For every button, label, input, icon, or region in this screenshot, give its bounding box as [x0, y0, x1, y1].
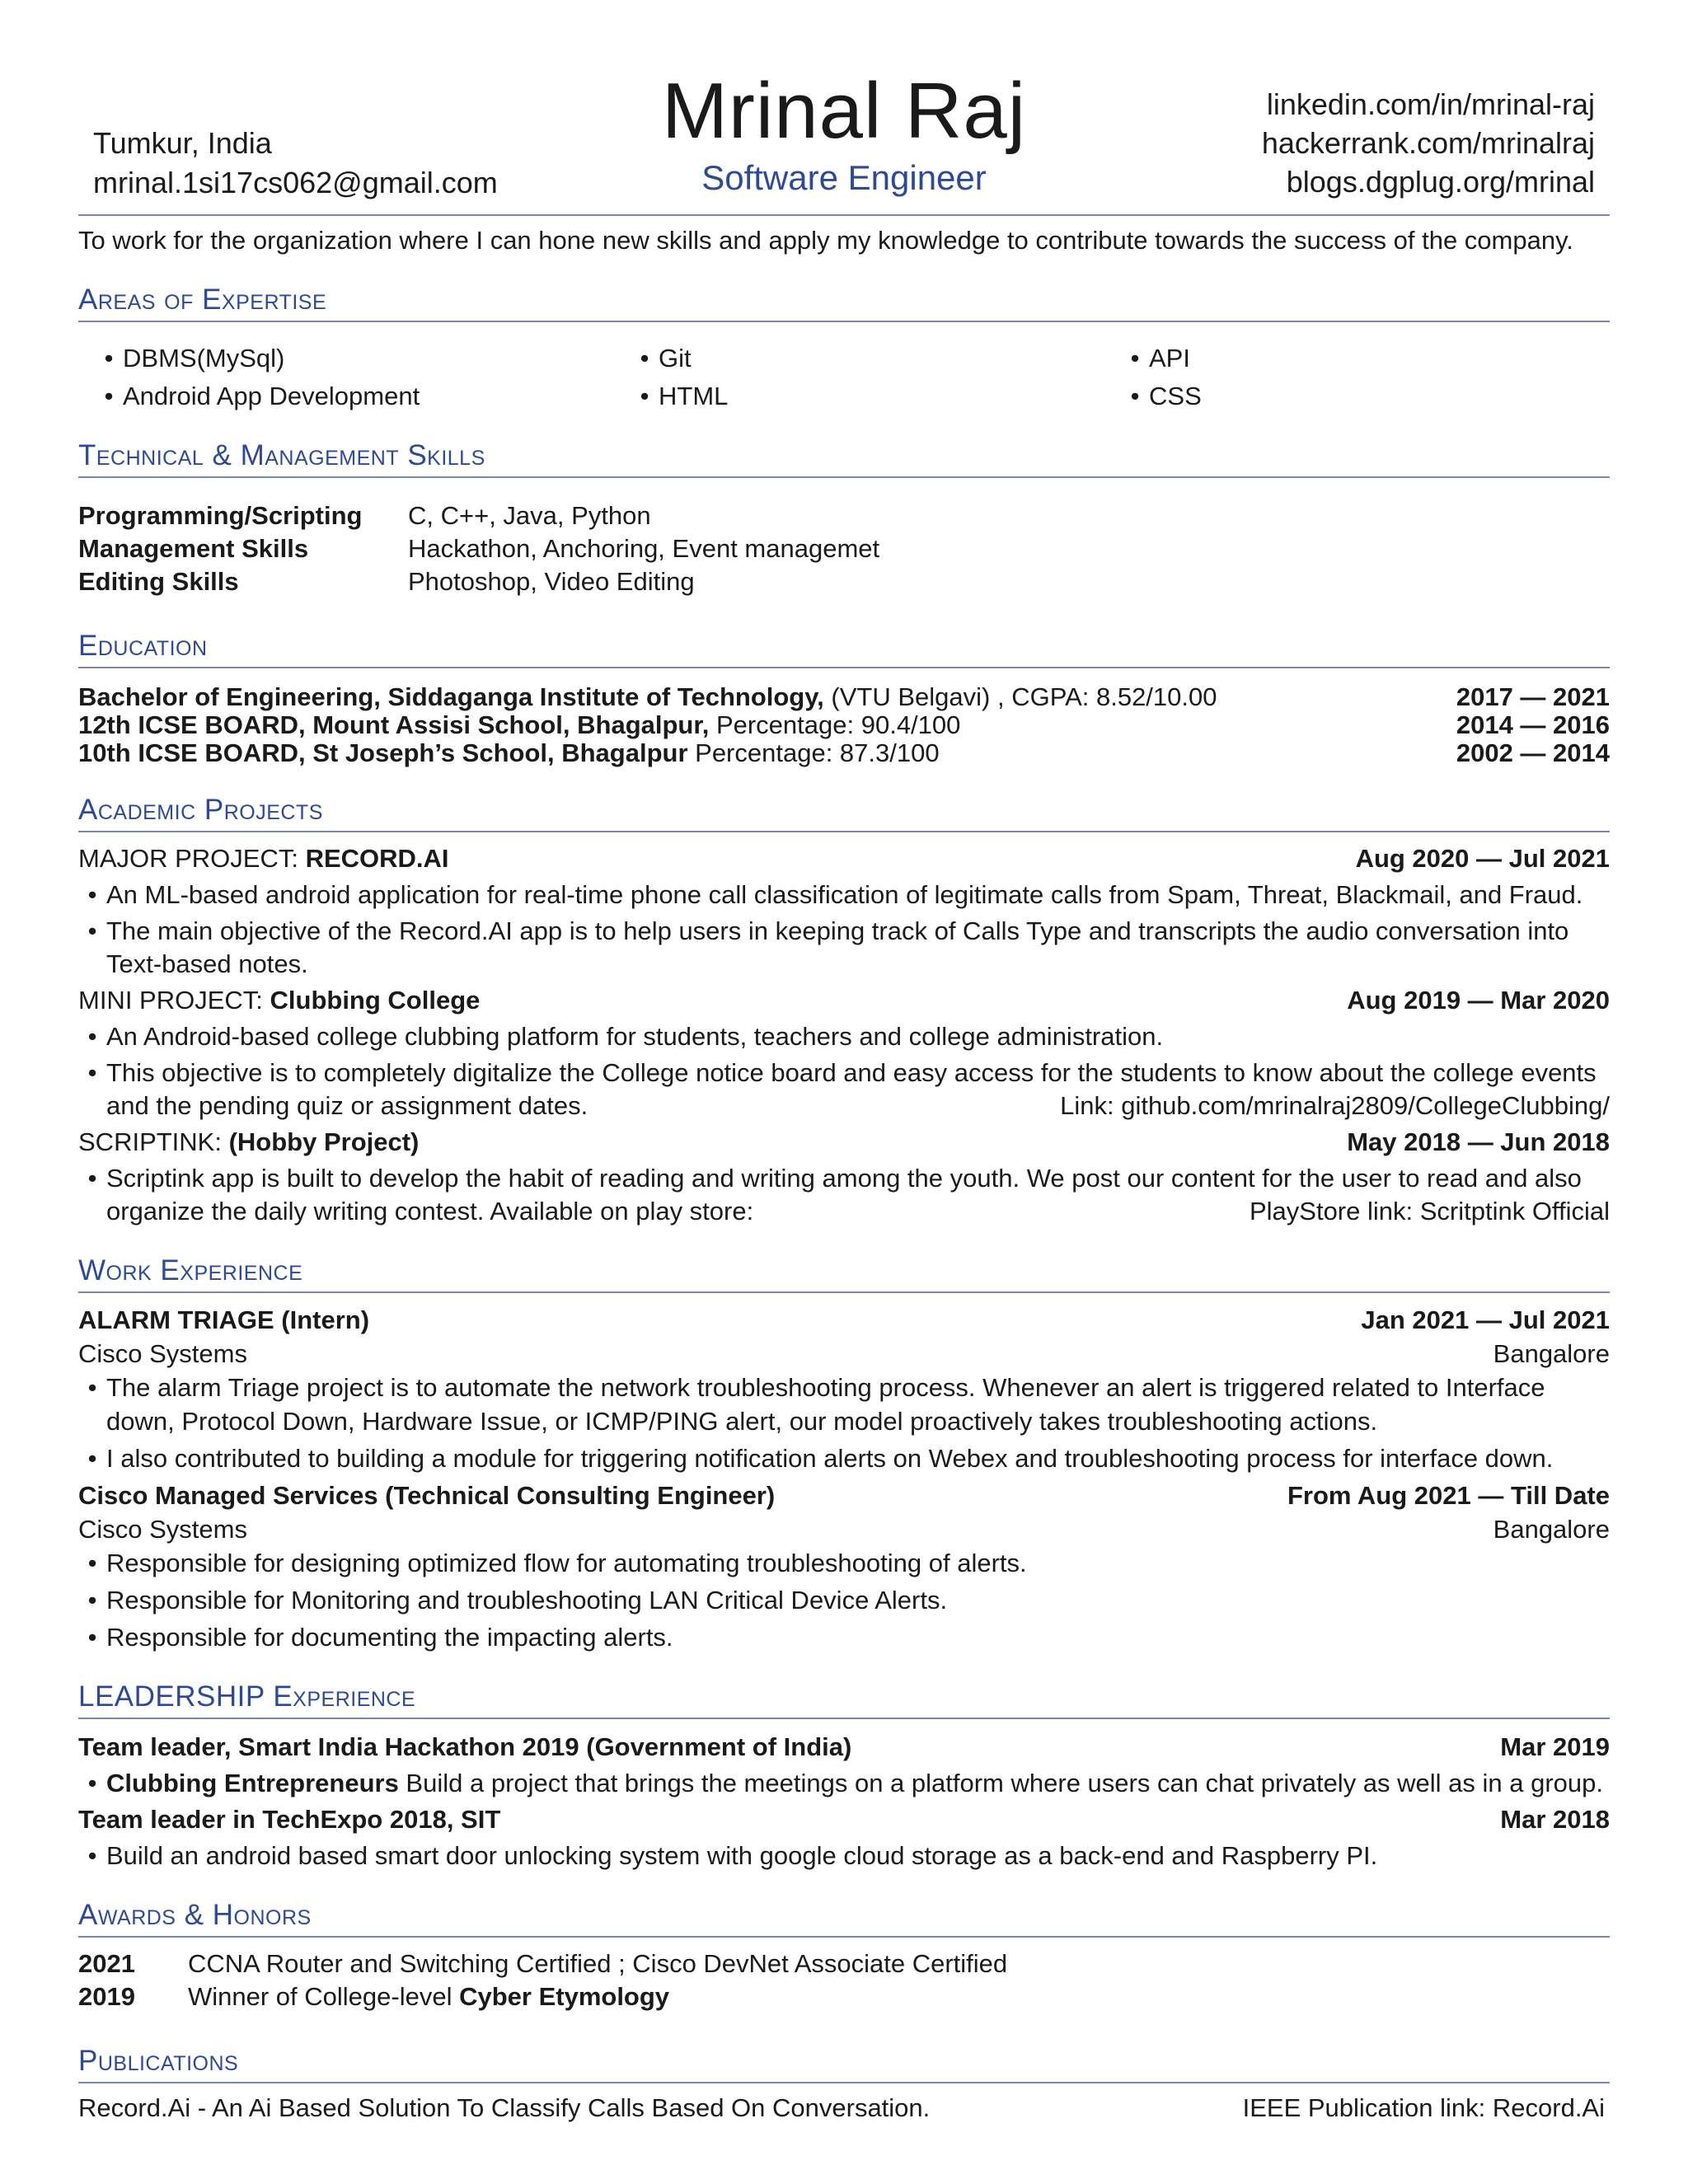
- list-item: • HTML: [640, 382, 729, 410]
- list-item: • Android App Development: [104, 382, 420, 410]
- skills-table: [78, 499, 1610, 598]
- section-heading-publications: Publications: [78, 2043, 1610, 2083]
- leadership-list: [78, 1729, 1610, 1874]
- hackerrank-link[interactable]: hackerrank.com/mrinalraj: [1261, 126, 1595, 160]
- email-link[interactable]: mrinal.1si17cs062@gmail.com: [93, 166, 498, 199]
- list-item: • The main objective of the Record.AI app is to help users in keeping track of Calls Type and transcripts the audio conversation into Text-based notes.: [87, 916, 1569, 978]
- list-item: • This objective is to completely digitalize the College notice board and easy access for the students to know about the college events: [87, 1058, 1597, 1087]
- ieee-link[interactable]: IEEE Publication link: Record.Ai: [1242, 2093, 1605, 2122]
- list-item: • An ML-based android application for real-time phone call classification of legitimate calls from Spam, Threat, Blackmail, and Fraud.: [87, 880, 1583, 909]
- list-item: • Responsible for Monitoring and troubleshooting LAN Critical Device Alerts.: [87, 1586, 948, 1615]
- resume-header: [78, 0, 1610, 214]
- section-heading-expertise: Areas of Expertise: [78, 282, 1610, 322]
- location: Tumkur, India: [93, 126, 272, 160]
- list-item: • I also contributed to building a module for triggering notification alerts on Webex and troubleshooting process for interface down.: [87, 1444, 1554, 1473]
- skill-row: Programming/Scripting C, C++, Java, Python: [78, 501, 651, 530]
- header-divider: [78, 214, 1610, 216]
- education-row: Bachelor of Engineering, Siddaganga Institute of Technology, (VTU Belgavi) , CGPA: 8.52/10.00 2017 — 2021: [78, 682, 1610, 711]
- skill-row: Management Skills Hackathon, Anchoring, Event managemet: [78, 534, 880, 563]
- github-link[interactable]: Link: github.com/mrinalraj2809/CollegeClubbing/: [1060, 1091, 1610, 1120]
- section-heading-projects: Academic Projects: [78, 792, 1610, 832]
- education-list: [78, 683, 1610, 767]
- list-item: • CSS: [1130, 382, 1202, 410]
- award-row: 2021 CCNA Router and Switching Certified ; Cisco DevNet Associate Certified: [78, 1949, 1008, 1978]
- list-item: • Build an android based smart door unlocking system with google cloud storage as a back-end and Raspberry PI.: [87, 1841, 1378, 1870]
- list-item-continuation: organize the daily writing contest. Available on play store: PlayStore link: Scritptink Official: [78, 1195, 1610, 1228]
- list-item: • The alarm Triage project is to automate the network troubleshooting process. Whenever an alert is triggered related to Interface down, Protocol Down, Hardware Issue, or ICMP/PING alert, our model proactively takes troubleshooting actions.: [87, 1373, 1545, 1436]
- candidate-name: Mrinal Raj: [661, 67, 1027, 155]
- list-item-continuation: and the pending quiz or assignment dates. Link: github.com/mrinalraj2809/CollegeClubbing/: [78, 1090, 1610, 1122]
- section-heading-work: Work Experience: [78, 1253, 1610, 1293]
- project-header: MINI PROJECT: Clubbing College Aug 2019 — Mar 2020: [78, 986, 1610, 1015]
- section-heading-education: Education: [78, 628, 1610, 668]
- list-item: • Scriptink app is built to develop the habit of reading and writing among the youth. We post our content for the user to read and also: [87, 1164, 1582, 1193]
- skill-row: Editing Skills Photoshop, Video Editing: [78, 567, 695, 596]
- work-list: [78, 1303, 1610, 1654]
- section-heading-leadership: LEADERSHIP Experience: [78, 1679, 1610, 1719]
- list-item: • Responsible for designing optimized flow for automating troubleshooting of alerts.: [87, 1549, 1027, 1577]
- award-row: 2019 Winner of College-level Cyber Etymology: [78, 1982, 670, 2011]
- education-row: 12th ICSE BOARD, Mount Assisi School, Bhagalpur, Percentage: 90.4/100 2014 — 2016: [78, 710, 1610, 739]
- project-header: MAJOR PROJECT: RECORD.AI Aug 2020 — Jul 2021: [78, 844, 1610, 873]
- publication-title: Record.Ai - An Ai Based Solution To Classify Calls Based On Conversation.: [78, 2093, 931, 2122]
- leadership-header: Team leader, Smart India Hackathon 2019 (Government of India) Mar 2019: [78, 1732, 1610, 1761]
- list-item: • API: [1130, 344, 1190, 373]
- education-row: 10th ICSE BOARD, St Joseph’s School, Bhagalpur Percentage: 87.3/100 2002 — 2014: [78, 738, 1610, 767]
- resume-page: [78, 0, 1610, 2125]
- blog-link[interactable]: blogs.dgplug.org/mrinal: [1286, 165, 1595, 199]
- awards-list: [78, 1947, 1610, 2013]
- playstore-link[interactable]: PlayStore link: Scritptink Official: [1249, 1197, 1610, 1226]
- list-item: • Git: [640, 344, 692, 373]
- list-item: • An Android-based college clubbing platform for students, teachers and college administration.: [87, 1022, 1164, 1051]
- publication-row: [78, 2092, 1610, 2125]
- list-item: • Clubbing Entrepreneurs Build a project that brings the meetings on a platform where users can chat privately as well as in a group.: [87, 1769, 1604, 1797]
- leadership-header: Team leader in TechExpo 2018, SIT Mar 2018: [78, 1805, 1610, 1834]
- job-company: Cisco Systems Bangalore: [78, 1515, 1610, 1544]
- list-item: • DBMS(MySql): [104, 344, 285, 373]
- list-item: • Responsible for documenting the impacting alerts.: [87, 1623, 673, 1652]
- section-heading-skills: Technical & Management Skills: [78, 438, 1610, 478]
- job-header: ALARM TRIAGE (Intern) Jan 2021 — Jul 2021: [78, 1305, 1610, 1334]
- expertise-list: [78, 342, 1610, 413]
- job-title: Software Engineer: [701, 158, 987, 197]
- project-header: SCRIPTINK: (Hobby Project) May 2018 — Jun 2018: [78, 1127, 1610, 1156]
- section-heading-awards: Awards & Honors: [78, 1897, 1610, 1938]
- objective: To work for the organization where I can hone new skills and apply my knowledge to contribute towards the success of the company.: [78, 226, 1573, 255]
- contact-right: [1262, 85, 1595, 201]
- job-company: Cisco Systems Bangalore: [78, 1339, 1610, 1368]
- linkedin-link[interactable]: linkedin.com/in/mrinal-raj: [1266, 87, 1595, 121]
- projects-list: [78, 842, 1610, 1228]
- job-header: Cisco Managed Services (Technical Consulting Engineer) From Aug 2021 — Till Date: [78, 1481, 1610, 1510]
